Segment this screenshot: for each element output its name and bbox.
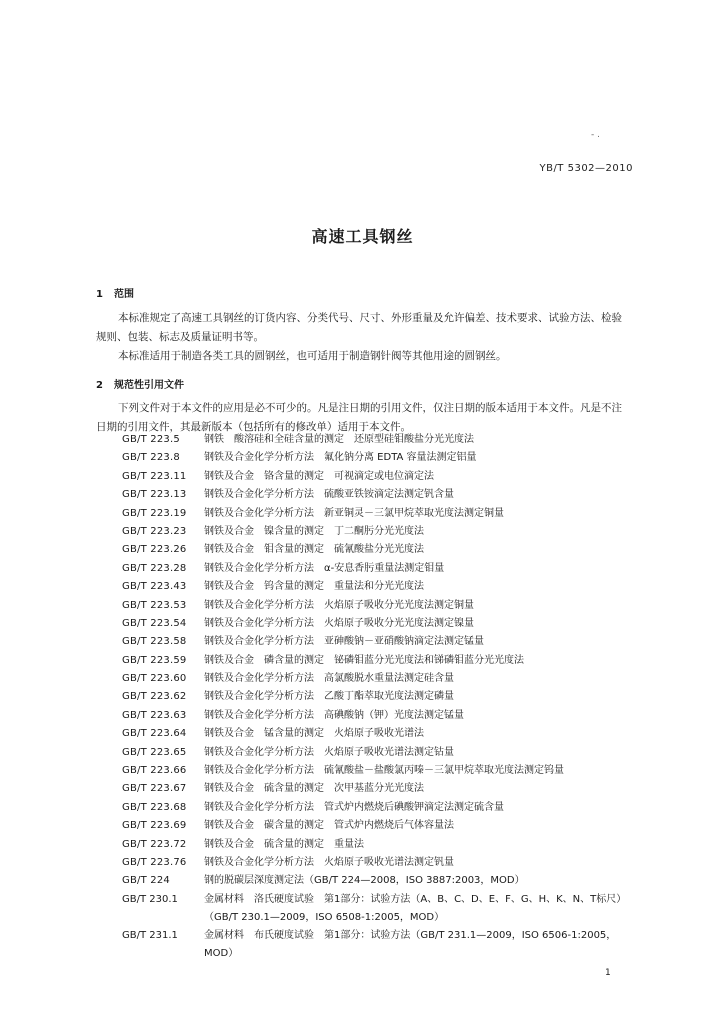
reference-title: 钢铁及合金 磷含量的测定 铋磷钼蓝分光光度法和锑磷钼蓝分光光度法 <box>204 654 524 666</box>
reference-item <box>122 449 632 467</box>
reference-item <box>122 817 632 835</box>
reference-item <box>122 762 632 780</box>
reference-title: 钢铁及合金 铬含量的测定 可视滴定或电位滴定法 <box>204 470 434 482</box>
reference-title: 钢铁及合金 硫含量的测定 重量法 <box>204 838 364 850</box>
reference-item <box>122 597 632 615</box>
reference-title: 钢铁及合金化学分析方法 火焰原子吸收分光光度法测定铜量 <box>204 599 474 611</box>
reference-code: GB/T 223.60 <box>122 673 187 685</box>
reference-code: GB/T 223.19 <box>122 507 187 519</box>
reference-title: 钢铁及合金化学分析方法 氟化钠分离 EDTA 容量法测定铝量 <box>204 452 477 464</box>
reference-code: GB/T 224 <box>122 875 170 887</box>
reference-item <box>122 486 632 504</box>
reference-item <box>122 615 632 633</box>
reference-item <box>122 633 632 651</box>
reference-code: GB/T 223.26 <box>122 544 187 556</box>
reference-item <box>122 560 632 578</box>
reference-title: 钢铁及合金化学分析方法 火焰原子吸收光谱法测定钴量 <box>204 746 454 758</box>
reference-code: GB/T 223.59 <box>122 654 187 666</box>
reference-item <box>122 725 632 743</box>
reference-title: 钢铁及合金 钨含量的测定 重量法和分光光度法 <box>204 581 424 593</box>
reference-item <box>122 505 632 523</box>
reference-item <box>122 578 632 596</box>
reference-item <box>122 670 632 688</box>
reference-title: 钢铁及合金化学分析方法 火焰原子吸收分光光度法测定镍量 <box>204 617 474 629</box>
reference-item <box>122 799 632 817</box>
reference-code: GB/T 223.63 <box>122 709 187 721</box>
reference-code: GB/T 223.11 <box>122 470 187 482</box>
reference-item <box>122 468 632 486</box>
reference-code: GB/T 223.76 <box>122 856 187 868</box>
reference-code: GB/T 223.66 <box>122 765 187 777</box>
section-1-paragraph-2 <box>96 347 632 366</box>
reference-title: 钢铁及合金化学分析方法 亚砷酸钠－亚硝酸钠滴定法测定锰量 <box>204 636 484 648</box>
reference-item <box>122 688 632 706</box>
section-1-paragraph-2-text: 本标准适用于制造各类工具的圆钢丝，也可适用于制造钢针阀等其他用途的圆钢丝。 <box>118 350 507 362</box>
section-1-title: 范围 <box>114 289 134 300</box>
reference-title: 钢铁 酸溶硅和全硅含量的测定 还原型硅钼酸盐分光光度法 <box>204 434 474 445</box>
reference-title: 钢铁及合金 碳含量的测定 管式炉内燃烧后气体容量法 <box>204 820 454 832</box>
reference-code: GB/T 223.62 <box>122 691 187 703</box>
reference-title: 金属材料 布氏硬度试验 第1部分：试验方法（GB/T 231.1—2009，ISO 6506-1:2005，MOD） <box>204 929 617 959</box>
reference-title: 钢铁及合金化学分析方法 乙酸丁酯萃取光度法测定磷量 <box>204 691 454 703</box>
reference-item <box>122 780 632 798</box>
reference-rows <box>122 431 632 891</box>
section-2-title: 规范性引用文件 <box>114 380 184 391</box>
reference-title: 钢铁及合金化学分析方法 新亚铜灵－三氯甲烷萃取光度法测定铜量 <box>204 507 504 519</box>
reference-code: GB/T 223.68 <box>122 801 187 813</box>
reference-title: 钢铁及合金化学分析方法 高氯酸脱水重量法测定硅含量 <box>204 673 454 685</box>
reference-item <box>122 707 632 725</box>
reference-code: GB/T 223.72 <box>122 838 187 850</box>
reference-item <box>122 744 632 762</box>
reference-code: GB/T 223.58 <box>122 636 187 648</box>
reference-title: 钢铁及合金化学分析方法 高碘酸钠（钾）光度法测定锰量 <box>204 709 464 721</box>
reference-title: 钢铁及合金化学分析方法 硫酸亚铁铵滴定法测定钒含量 <box>204 489 454 501</box>
reference-code: GB/T 223.8 <box>122 452 180 464</box>
section-2-heading <box>96 376 184 391</box>
reference-title: 钢铁及合金 锰含量的测定 火焰原子吸收光谱法 <box>204 728 424 740</box>
reference-code: GB/T 223.28 <box>122 562 187 574</box>
reference-code: GB/T 223.67 <box>122 783 187 795</box>
reference-item <box>122 854 632 872</box>
reference-code: GB/T 223.53 <box>122 599 187 611</box>
reference-code: GB/T 223.13 <box>122 489 187 501</box>
reference-title: 金属材料 洛氏硬度试验 第1部分：试验方法（A、B、C、D、E、F、G、H、K、N、T标尺）（GB/T 230.1—2009，ISO 6508-1:2005，MOD） <box>204 893 627 923</box>
document-title: 高速工具钢丝 <box>311 227 414 246</box>
section-1-heading <box>96 285 134 300</box>
reference-title: 钢铁及合金化学分析方法 α-安息香肟重量法测定钼量 <box>204 562 445 574</box>
reference-code: GB/T 223.65 <box>122 746 187 758</box>
reference-title: 钢铁及合金化学分析方法 硫氰酸盐－盐酸氯丙嗪－三氯甲烷萃取光度法测定钨量 <box>204 765 564 777</box>
reference-code: GB/T 223.43 <box>122 581 187 593</box>
reference-code: GB/T 223.54 <box>122 617 187 629</box>
reference-list <box>122 431 632 963</box>
reference-item <box>122 927 632 963</box>
reference-item <box>122 541 632 559</box>
section-2-intro-text: 下列文件对于本文件的应用是必不可少的。凡是注日期的引用文件，仅注日期的版本适用于本文件。凡是不注日期的引用文件，其最新版本（包括所有的修改单）适用于本文件。 <box>96 402 622 433</box>
standard-code: YB/T 5302—2010 <box>539 163 633 174</box>
reference-item <box>122 652 632 670</box>
reference-item <box>122 836 632 854</box>
reference-item <box>122 523 632 541</box>
scan-speck: - . <box>591 130 600 140</box>
reference-code: GB/T 223.69 <box>122 820 187 832</box>
reference-long-rows <box>122 891 632 963</box>
reference-title: 钢铁及合金 硫含量的测定 次甲基蓝分光光度法 <box>204 783 424 795</box>
reference-code: GB/T 223.64 <box>122 728 187 740</box>
reference-title: 钢铁及合金 镍含量的测定 丁二酮肟分光光度法 <box>204 525 424 537</box>
reference-code: GB/T 230.1 <box>122 893 178 905</box>
reference-item <box>122 872 632 890</box>
section-1-number: 1 <box>96 289 103 300</box>
reference-code: GB/T 223.23 <box>122 525 187 537</box>
reference-title: 钢铁及合金化学分析方法 管式炉内燃烧后碘酸钾滴定法测定硫含量 <box>204 801 504 813</box>
reference-title: 钢铁及合金化学分析方法 火焰原子吸收光谱法测定钒量 <box>204 856 454 868</box>
reference-code: GB/T 223.5 <box>122 434 180 445</box>
reference-title: 钢铁及合金 钼含量的测定 硫氰酸盐分光光度法 <box>204 544 424 556</box>
reference-item <box>122 431 632 449</box>
reference-item <box>122 891 632 927</box>
page-number: 1 <box>605 968 611 978</box>
section-2-number: 2 <box>96 380 103 391</box>
reference-title: 钢的脱碳层深度测定法（GB/T 224—2008，ISO 3887:2003，MOD） <box>204 875 525 887</box>
reference-code: GB/T 231.1 <box>122 929 178 941</box>
section-1-paragraph-1 <box>96 309 632 347</box>
section-1-paragraph-1-text: 本标准规定了高速工具钢丝的订货内容、分类代号、尺寸、外形重量及允许偏差、技术要求、试验方法、检验规则、包装、标志及质量证明书等。 <box>96 312 622 343</box>
